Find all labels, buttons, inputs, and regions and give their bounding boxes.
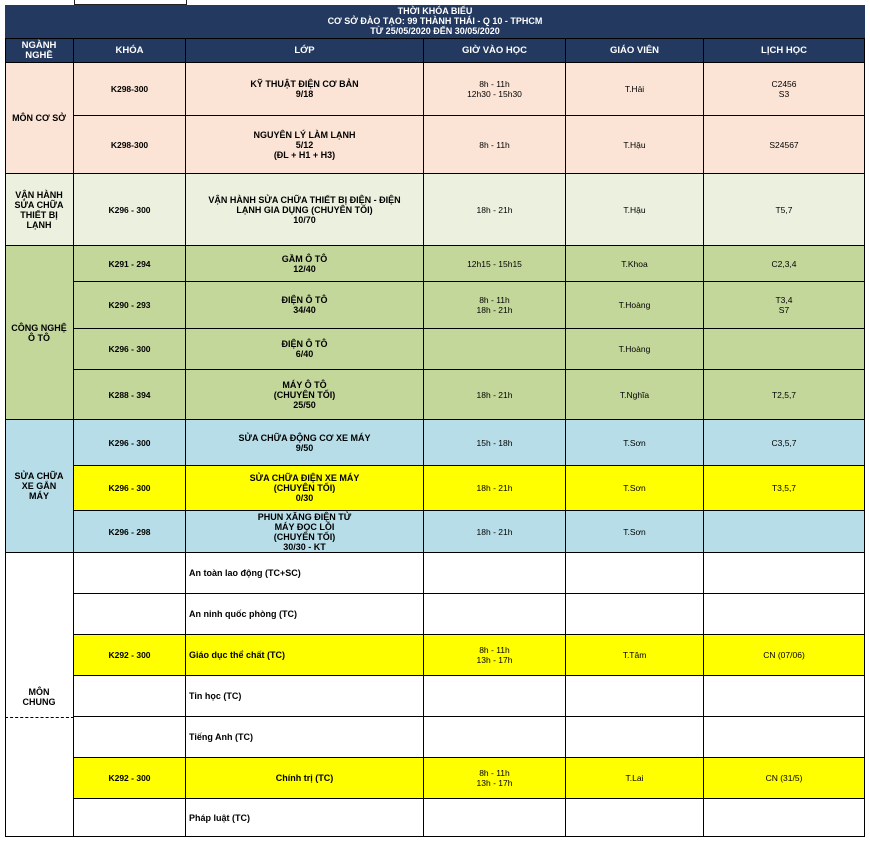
row-7-gio[interactable]: 15h - 18h <box>424 420 566 466</box>
header-khoa: KHÓA <box>74 39 186 63</box>
row-1-gio[interactable]: 8h - 11h <box>424 116 566 174</box>
row-9-gio[interactable]: 18h - 21h <box>424 511 566 553</box>
row-0-gio[interactable]: 8h - 11h 12h30 - 15h30 <box>424 63 566 116</box>
row-15-khoa[interactable]: K292 - 300 <box>74 758 186 799</box>
row-8-khoa[interactable]: K296 - 300 <box>74 466 186 511</box>
row-11-lich[interactable] <box>704 594 865 635</box>
row-5-giao-vien[interactable]: T.Hoàng <box>566 329 704 370</box>
row-5-lop[interactable]: ĐIỆN Ô TÔ 6/40 <box>186 329 424 370</box>
group-van-hanh-thiet-bi-lanh: VẬN HÀNH SỬA CHỮA THIẾT BỊ LẠNH <box>5 174 74 246</box>
row-7-khoa[interactable]: K296 - 300 <box>74 420 186 466</box>
row-4-lich[interactable]: T3,4 S7 <box>704 282 865 329</box>
title-line-1: THỜI KHÓA BIỂU <box>397 6 473 16</box>
row-15-giao-vien[interactable]: T.Lai <box>566 758 704 799</box>
row-12-lich[interactable]: CN (07/06) <box>704 635 865 676</box>
row-11-khoa[interactable] <box>74 594 186 635</box>
row-1-lich[interactable]: S24567 <box>704 116 865 174</box>
row-14-khoa[interactable] <box>74 717 186 758</box>
row-7-lop[interactable]: SỬA CHỮA ĐỘNG CƠ XE MÁY 9/50 <box>186 420 424 466</box>
row-12-khoa[interactable]: K292 - 300 <box>74 635 186 676</box>
group-sua-chua-xe-gan-may: SỬA CHỮA XE GẮN MÁY <box>5 420 74 553</box>
row-16-lich[interactable] <box>704 799 865 837</box>
row-10-lich[interactable] <box>704 553 865 594</box>
row-0-khoa[interactable]: K298-300 <box>74 63 186 116</box>
row-7-lich[interactable]: C3,5,7 <box>704 420 865 466</box>
timetable-title <box>5 5 865 39</box>
row-3-khoa[interactable]: K291 - 294 <box>74 246 186 282</box>
row-4-khoa[interactable]: K290 - 293 <box>74 282 186 329</box>
row-2-gio[interactable]: 18h - 21h <box>424 174 566 246</box>
header-giao-vien: GIÁO VIÊN <box>566 39 704 63</box>
row-2-khoa[interactable]: K296 - 300 <box>74 174 186 246</box>
row-4-gio[interactable]: 8h - 11h 18h - 21h <box>424 282 566 329</box>
row-13-gio[interactable] <box>424 676 566 717</box>
row-14-lop[interactable]: Tiếng Anh (TC) <box>186 717 424 758</box>
row-5-lich[interactable] <box>704 329 865 370</box>
row-10-khoa[interactable] <box>74 553 186 594</box>
row-3-lich[interactable]: C2,3,4 <box>704 246 865 282</box>
header-nganh-nghe: NGÀNH NGHỀ <box>5 39 74 63</box>
row-13-lich[interactable] <box>704 676 865 717</box>
row-16-gio[interactable] <box>424 799 566 837</box>
row-9-giao-vien[interactable]: T.Sơn <box>566 511 704 553</box>
row-6-giao-vien[interactable]: T.Nghĩa <box>566 370 704 420</box>
group-mon-co-so: MÔN CƠ SỞ <box>5 63 74 174</box>
row-13-lop[interactable]: Tin học (TC) <box>186 676 424 717</box>
row-0-giao-vien[interactable]: T.Hải <box>566 63 704 116</box>
row-15-gio[interactable]: 8h - 11h 13h - 17h <box>424 758 566 799</box>
row-11-gio[interactable] <box>424 594 566 635</box>
row-14-gio[interactable] <box>424 717 566 758</box>
row-15-lich[interactable]: CN (31/5) <box>704 758 865 799</box>
row-5-gio[interactable] <box>424 329 566 370</box>
row-2-giao-vien[interactable]: T.Hậu <box>566 174 704 246</box>
row-16-khoa[interactable] <box>74 799 186 837</box>
group-mon-chung: MÔN CHUNG <box>5 553 74 837</box>
row-8-giao-vien[interactable]: T.Sơn <box>566 466 704 511</box>
row-12-giao-vien[interactable]: T.Tâm <box>566 635 704 676</box>
row-7-giao-vien[interactable]: T.Sơn <box>566 420 704 466</box>
row-8-gio[interactable]: 18h - 21h <box>424 466 566 511</box>
row-1-giao-vien[interactable]: T.Hậu <box>566 116 704 174</box>
row-2-lich[interactable]: T5,7 <box>704 174 865 246</box>
title-line-2: CƠ SỞ ĐÀO TẠO: 99 THÀNH THÁI - Q 10 - TPHCM <box>327 16 543 26</box>
table-left-border <box>5 39 6 837</box>
row-1-lop[interactable]: NGUYÊN LÝ LÀM LẠNH 5/12 (ĐL + H1 + H3) <box>186 116 424 174</box>
row-6-lich[interactable]: T2,5,7 <box>704 370 865 420</box>
row-3-lop[interactable]: GẦM Ô TÔ 12/40 <box>186 246 424 282</box>
row-12-lop[interactable]: Giáo dục thể chất (TC) <box>186 635 424 676</box>
row-12-gio[interactable]: 8h - 11h 13h - 17h <box>424 635 566 676</box>
row-0-lop[interactable]: KỸ THUẬT ĐIỆN CƠ BẢN 9/18 <box>186 63 424 116</box>
header-lich-hoc: LỊCH HỌC <box>704 39 865 63</box>
title-line-3: TỪ 25/05/2020 ĐẾN 30/05/2020 <box>370 26 500 36</box>
row-2-lop[interactable]: VẬN HÀNH SỬA CHỮA THIẾT BỊ ĐIỆN - ĐIỆN LẠNH GIA DỤNG (CHUYÊN TỐI) 10/70 <box>186 174 424 246</box>
row-9-khoa[interactable]: K296 - 298 <box>74 511 186 553</box>
row-11-lop[interactable]: An ninh quốc phòng (TC) <box>186 594 424 635</box>
row-9-lich[interactable] <box>704 511 865 553</box>
header-lop: LỚP <box>186 39 424 63</box>
row-10-gio[interactable] <box>424 553 566 594</box>
row-10-lop[interactable]: An toàn lao động (TC+SC) <box>186 553 424 594</box>
row-13-khoa[interactable] <box>74 676 186 717</box>
row-14-giao-vien[interactable] <box>566 717 704 758</box>
group-divider-dashed <box>5 717 74 718</box>
row-8-lop[interactable]: SỬA CHỮA ĐIỆN XE MÁY (CHUYÊN TỐI) 0/30 <box>186 466 424 511</box>
row-16-giao-vien[interactable] <box>566 799 704 837</box>
row-10-giao-vien[interactable] <box>566 553 704 594</box>
row-16-lop[interactable]: Pháp luật (TC) <box>186 799 424 837</box>
row-3-gio[interactable]: 12h15 - 15h15 <box>424 246 566 282</box>
row-4-giao-vien[interactable]: T.Hoàng <box>566 282 704 329</box>
row-11-giao-vien[interactable] <box>566 594 704 635</box>
header-gio-vao-hoc: GIỜ VÀO HỌC <box>424 39 566 63</box>
row-0-lich[interactable]: C2456 S3 <box>704 63 865 116</box>
row-6-khoa[interactable]: K288 - 394 <box>74 370 186 420</box>
row-9-lop[interactable]: PHUN XĂNG ĐIỆN TỬ MÁY ĐỌC LỖI (CHUYÊN TỐI) 30/30 - KT <box>186 511 424 553</box>
row-14-lich[interactable] <box>704 717 865 758</box>
group-cong-nghe-o-to: CÔNG NGHỆ Ô TÔ <box>5 246 74 420</box>
row-6-gio[interactable]: 18h - 21h <box>424 370 566 420</box>
row-3-giao-vien[interactable]: T.Khoa <box>566 246 704 282</box>
row-4-lop[interactable]: ĐIỆN Ô TÔ 34/40 <box>186 282 424 329</box>
row-1-khoa[interactable]: K298-300 <box>74 116 186 174</box>
row-5-khoa[interactable]: K296 - 300 <box>74 329 186 370</box>
row-13-giao-vien[interactable] <box>566 676 704 717</box>
row-15-lop[interactable]: Chính trị (TC) <box>186 758 424 799</box>
row-8-lich[interactable]: T3,5,7 <box>704 466 865 511</box>
row-6-lop[interactable]: MÁY Ô TÔ (CHUYÊN TỐI) 25/50 <box>186 370 424 420</box>
